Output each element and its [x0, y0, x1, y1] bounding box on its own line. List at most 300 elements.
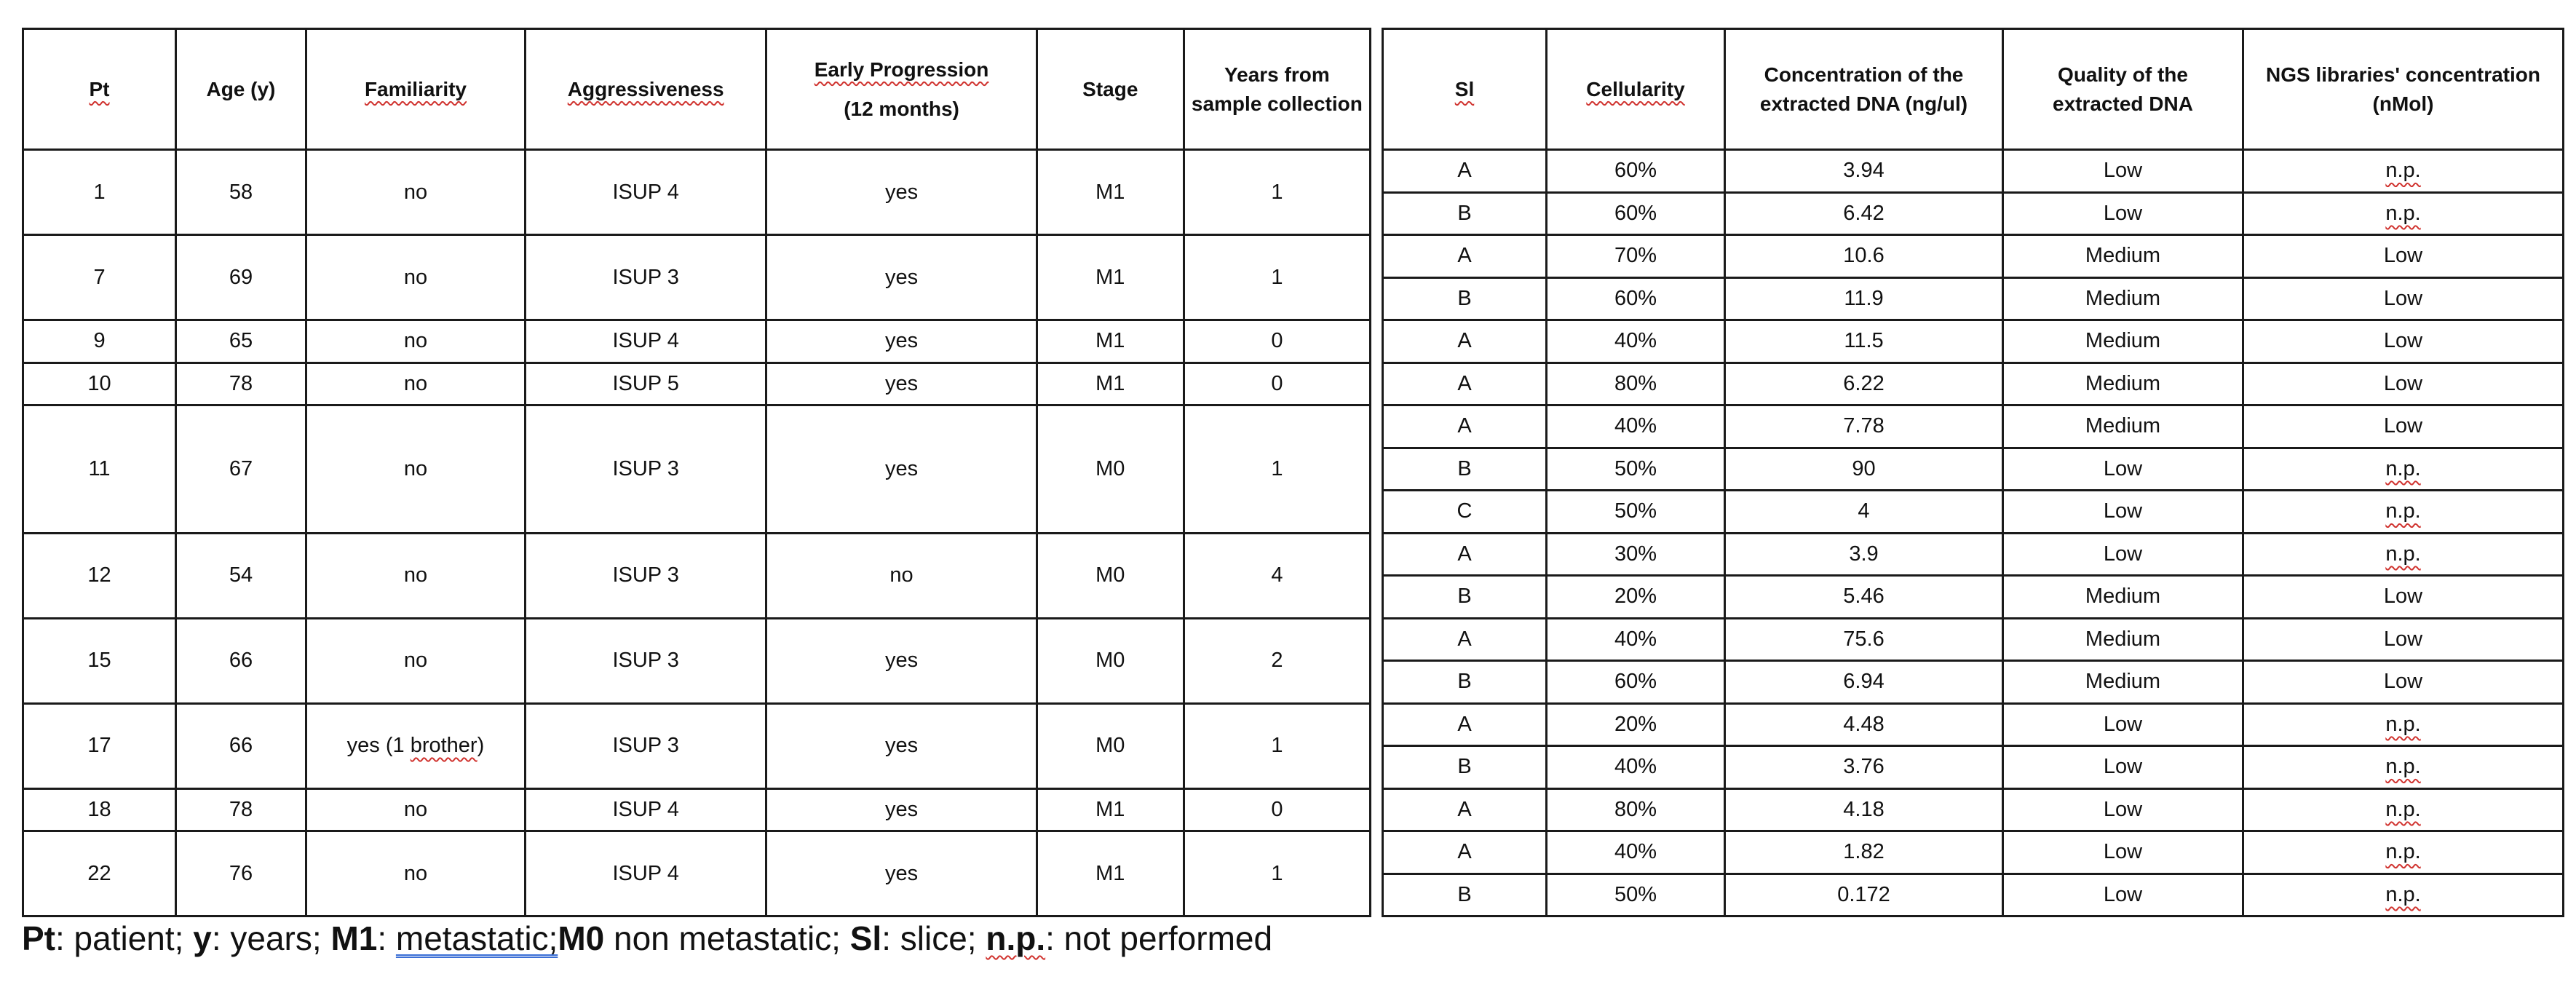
slice-row	[1383, 874, 2564, 916]
slice-cell-ngs	[2243, 448, 2564, 491]
patient-cell-stage	[1037, 235, 1184, 320]
slice-value-cellularity: 20%	[1614, 712, 1657, 736]
slice-cell-concentration	[1725, 491, 2003, 534]
patient-cell-years	[1184, 405, 1370, 534]
slice-cell-quality	[2003, 192, 2243, 235]
patient-row	[23, 618, 1371, 703]
header-early-line1: Early Progression	[814, 58, 989, 81]
slice-cell-ngs	[2243, 277, 2564, 320]
slice-cell-cellularity	[1547, 703, 1725, 746]
patient-value-years: 0	[1271, 371, 1283, 395]
slice-cell-concentration	[1725, 192, 2003, 235]
slice-value-sl: A	[1457, 712, 1472, 736]
slice-row	[1383, 788, 2564, 831]
slice-cell-ngs	[2243, 618, 2564, 661]
slice-cell-cellularity	[1547, 831, 1725, 874]
slice-row	[1383, 150, 2564, 193]
slice-cell-cellularity	[1547, 363, 1725, 405]
patient-value-years: 1	[1271, 456, 1283, 480]
header-sl: Sl	[1383, 29, 1547, 150]
patient-value-pt: 18	[87, 797, 111, 821]
patient-cell-age	[176, 618, 306, 703]
slice-row	[1383, 448, 2564, 491]
slice-cell-ngs	[2243, 874, 2564, 916]
slice-cell-quality	[2003, 448, 2243, 491]
table-legend	[22, 919, 1272, 958]
slice-row	[1383, 661, 2564, 704]
slice-value-quality: Low	[2103, 499, 2143, 523]
slice-cell-sl	[1383, 533, 1547, 576]
patient-cell-stage	[1037, 788, 1184, 831]
slice-value-ngs: Low	[2383, 670, 2423, 694]
slice-value-sl: B	[1457, 882, 1472, 906]
header-aggressiveness: Aggressiveness	[526, 29, 766, 150]
patient-value-age: 65	[229, 329, 253, 353]
slice-cell-sl	[1383, 235, 1547, 278]
patient-cell-age	[176, 405, 306, 534]
slice-cell-concentration	[1725, 150, 2003, 193]
slice-value-cellularity: 80%	[1614, 797, 1657, 821]
patient-value-stage: M1	[1095, 371, 1125, 395]
slice-value-cellularity: 70%	[1614, 244, 1657, 268]
patient-cell-early	[766, 831, 1037, 916]
slice-value-concentration: 5.46	[1843, 585, 1885, 609]
patient-cell-age	[176, 831, 306, 916]
slice-value-ngs: n.p.	[2385, 712, 2421, 736]
legend-m0-def: non metastatic;	[604, 919, 850, 957]
slice-value-quality: Medium	[2085, 244, 2161, 268]
slice-value-quality: Medium	[2085, 414, 2161, 438]
patient-cell-familiarity	[306, 618, 525, 703]
slice-cell-sl	[1383, 277, 1547, 320]
patient-cell-age	[176, 235, 306, 320]
patient-body	[23, 150, 1371, 916]
slice-cell-sl	[1383, 320, 1547, 363]
patient-value-age: 78	[229, 797, 253, 821]
slice-value-concentration: 6.22	[1843, 371, 1885, 395]
patient-value-aggressiveness: ISUP 4	[612, 861, 679, 885]
slice-value-concentration: 3.76	[1843, 755, 1885, 779]
slice-value-sl: A	[1457, 840, 1472, 864]
patient-cell-stage	[1037, 405, 1184, 534]
slice-cell-quality	[2003, 491, 2243, 534]
patient-cell-early	[766, 533, 1037, 618]
patient-value-pt: 9	[93, 329, 106, 353]
slice-cell-cellularity	[1547, 192, 1725, 235]
slice-cell-ngs	[2243, 150, 2564, 193]
slice-table	[1382, 28, 2564, 917]
slice-value-concentration: 10.6	[1843, 244, 1885, 268]
patient-value-stage: M0	[1095, 563, 1125, 587]
slice-value-quality: Medium	[2085, 627, 2161, 651]
slice-value-cellularity: 60%	[1614, 286, 1657, 310]
slice-cell-sl	[1383, 448, 1547, 491]
patient-cell-pt	[23, 831, 176, 916]
slice-cell-cellularity	[1547, 448, 1725, 491]
slice-value-sl: B	[1457, 286, 1472, 310]
slice-cell-sl	[1383, 150, 1547, 193]
patient-value-early: no	[889, 563, 914, 587]
patient-cell-age	[176, 788, 306, 831]
slice-cell-sl	[1383, 831, 1547, 874]
slice-value-cellularity: 50%	[1614, 456, 1657, 480]
patient-row	[23, 320, 1371, 363]
patient-header-row	[23, 29, 1371, 150]
slice-value-cellularity: 40%	[1614, 840, 1657, 864]
patient-cell-aggressiveness	[526, 363, 766, 405]
patient-value-pt: 12	[87, 563, 111, 587]
slice-value-cellularity: 80%	[1614, 371, 1657, 395]
patient-value-years: 0	[1271, 797, 1283, 821]
slice-value-sl: A	[1457, 244, 1472, 268]
slice-value-concentration: 4	[1858, 499, 1870, 523]
slice-value-concentration: 7.78	[1843, 414, 1885, 438]
slice-cell-concentration	[1725, 277, 2003, 320]
slice-cell-cellularity	[1547, 661, 1725, 704]
patient-cell-aggressiveness	[526, 235, 766, 320]
slice-cell-quality	[2003, 788, 2243, 831]
legend-m1-def: metastatic;	[395, 919, 558, 957]
patient-value-familiarity: no	[403, 797, 428, 821]
slice-header-row	[1383, 29, 2564, 150]
slice-row	[1383, 320, 2564, 363]
slice-cell-quality	[2003, 576, 2243, 619]
patient-cell-early	[766, 363, 1037, 405]
slice-value-quality: Medium	[2085, 286, 2161, 310]
slice-row	[1383, 277, 2564, 320]
slice-value-quality: Low	[2103, 840, 2143, 864]
patient-value-years: 2	[1271, 649, 1283, 672]
patient-cell-familiarity	[306, 405, 525, 534]
slice-cell-ngs	[2243, 831, 2564, 874]
patient-cell-years	[1184, 618, 1370, 703]
slice-value-ngs: Low	[2383, 371, 2423, 395]
patient-cell-aggressiveness	[526, 831, 766, 916]
slice-value-sl: B	[1457, 585, 1472, 609]
slice-row	[1383, 576, 2564, 619]
slice-cell-quality	[2003, 618, 2243, 661]
patient-value-early: yes	[884, 861, 919, 885]
legend-sl-def: : slice;	[881, 919, 986, 957]
slice-value-ngs: Low	[2383, 244, 2423, 268]
slice-value-sl: B	[1457, 456, 1472, 480]
slice-cell-sl	[1383, 618, 1547, 661]
patient-row	[23, 703, 1371, 788]
slice-cell-quality	[2003, 277, 2243, 320]
slice-cell-quality	[2003, 320, 2243, 363]
patient-cell-years	[1184, 235, 1370, 320]
slice-value-sl: A	[1457, 371, 1472, 395]
slice-cell-cellularity	[1547, 746, 1725, 789]
patient-value-pt: 1	[93, 180, 106, 204]
slice-value-cellularity: 40%	[1614, 414, 1657, 438]
legend-y-key: y	[193, 919, 212, 957]
slice-value-concentration: 4.48	[1843, 712, 1885, 736]
patient-value-age: 78	[229, 371, 253, 395]
patient-value-age: 69	[229, 265, 253, 289]
slice-cell-quality	[2003, 150, 2243, 193]
patient-value-years: 1	[1271, 861, 1283, 885]
patient-value-stage: M1	[1095, 861, 1125, 885]
slice-cell-quality	[2003, 874, 2243, 916]
patient-cell-years	[1184, 703, 1370, 788]
patient-cell-stage	[1037, 831, 1184, 916]
patient-cell-early	[766, 703, 1037, 788]
slice-body	[1383, 150, 2564, 916]
slice-cell-sl	[1383, 788, 1547, 831]
header-early-progression	[766, 29, 1037, 150]
slice-cell-cellularity	[1547, 150, 1725, 193]
patient-table	[22, 28, 1371, 917]
slice-value-quality: Low	[2103, 755, 2143, 779]
patient-value-aggressiveness: ISUP 5	[612, 371, 679, 395]
slice-cell-ngs	[2243, 788, 2564, 831]
patient-cell-pt	[23, 703, 176, 788]
slice-row	[1383, 831, 2564, 874]
patient-cell-aggressiveness	[526, 533, 766, 618]
patient-value-familiarity: no	[403, 371, 428, 395]
slice-value-cellularity: 30%	[1614, 542, 1657, 566]
slice-value-concentration: 6.42	[1843, 201, 1885, 225]
patient-cell-pt	[23, 533, 176, 618]
slice-value-ngs: Low	[2383, 585, 2423, 609]
slice-value-concentration: 1.82	[1843, 840, 1885, 864]
slice-cell-concentration	[1725, 618, 2003, 661]
header-age: Age (y)	[176, 29, 306, 150]
patient-value-early: yes	[884, 734, 919, 757]
slice-value-quality: Low	[2103, 159, 2143, 183]
legend-m1-sep: :	[377, 919, 396, 957]
header-cellularity: Cellularity	[1547, 29, 1725, 150]
patient-value-familiarity: no	[403, 861, 428, 885]
patient-cell-years	[1184, 788, 1370, 831]
slice-value-ngs: n.p.	[2385, 542, 2421, 566]
slice-cell-sl	[1383, 363, 1547, 405]
slice-value-sl: A	[1457, 542, 1472, 566]
patient-value-pt: 17	[87, 734, 111, 757]
slice-cell-quality	[2003, 235, 2243, 278]
patient-value-stage: M1	[1095, 180, 1125, 204]
patient-value-years: 1	[1271, 265, 1283, 289]
slice-value-ngs: n.p.	[2385, 159, 2421, 183]
patient-value-age: 58	[229, 180, 253, 204]
slice-row	[1383, 363, 2564, 405]
slice-cell-cellularity	[1547, 235, 1725, 278]
slice-row	[1383, 405, 2564, 448]
slice-cell-concentration	[1725, 448, 2003, 491]
legend-pt-key: Pt	[22, 919, 55, 957]
slice-value-quality: Medium	[2085, 371, 2161, 395]
slice-value-concentration: 0.172	[1837, 882, 1890, 906]
slice-cell-cellularity	[1547, 533, 1725, 576]
slice-cell-sl	[1383, 703, 1547, 746]
slice-value-concentration: 90	[1852, 456, 1876, 480]
slice-value-ngs: n.p.	[2385, 882, 2421, 906]
slice-value-ngs: n.p.	[2385, 797, 2421, 821]
patient-cell-familiarity	[306, 533, 525, 618]
slice-cell-sl	[1383, 576, 1547, 619]
slice-cell-ngs	[2243, 533, 2564, 576]
patient-value-aggressiveness: ISUP 4	[612, 797, 679, 821]
slice-value-quality: Low	[2103, 456, 2143, 480]
patient-cell-familiarity	[306, 703, 525, 788]
slice-value-sl: A	[1457, 627, 1472, 651]
slice-cell-ngs	[2243, 661, 2564, 704]
slice-value-cellularity: 50%	[1614, 499, 1657, 523]
patient-value-pt: 11	[88, 456, 111, 480]
slice-value-quality: Low	[2103, 542, 2143, 566]
slice-value-sl: B	[1457, 201, 1472, 225]
patient-cell-familiarity	[306, 831, 525, 916]
patient-cell-stage	[1037, 703, 1184, 788]
slice-value-sl: A	[1457, 329, 1472, 353]
patient-value-age: 66	[229, 734, 253, 757]
patient-cell-aggressiveness	[526, 788, 766, 831]
patient-value-age: 67	[229, 456, 253, 480]
patient-value-stage: M1	[1095, 329, 1125, 353]
patient-value-early: yes	[884, 456, 919, 480]
slice-cell-ngs	[2243, 363, 2564, 405]
patient-cell-aggressiveness	[526, 150, 766, 235]
patient-value-familiarity: yes (1 brother)	[346, 734, 485, 757]
patient-value-aggressiveness: ISUP 3	[612, 649, 679, 672]
patient-value-pt: 15	[87, 649, 111, 672]
patient-cell-aggressiveness	[526, 618, 766, 703]
patient-cell-age	[176, 363, 306, 405]
patient-value-pt: 7	[93, 265, 106, 289]
slice-value-quality: Low	[2103, 882, 2143, 906]
slice-cell-concentration	[1725, 788, 2003, 831]
slice-row	[1383, 703, 2564, 746]
slice-value-concentration: 3.9	[1849, 542, 1879, 566]
slice-cell-sl	[1383, 405, 1547, 448]
patient-cell-early	[766, 788, 1037, 831]
patient-cell-pt	[23, 235, 176, 320]
legend-m1-key: M1	[330, 919, 378, 957]
slice-value-ngs: n.p.	[2385, 499, 2421, 523]
patient-value-early: yes	[884, 180, 919, 204]
patient-value-aggressiveness: ISUP 4	[612, 180, 679, 204]
slice-cell-cellularity	[1547, 405, 1725, 448]
slice-cell-ngs	[2243, 320, 2564, 363]
patient-value-early: yes	[884, 649, 919, 672]
slice-value-concentration: 11.5	[1844, 329, 1884, 353]
slice-value-ngs: Low	[2383, 627, 2423, 651]
patient-value-years: 1	[1271, 734, 1283, 757]
slice-value-sl: A	[1457, 414, 1472, 438]
slice-value-cellularity: 50%	[1614, 882, 1657, 906]
slice-cell-cellularity	[1547, 576, 1725, 619]
patient-cell-years	[1184, 831, 1370, 916]
slice-cell-cellularity	[1547, 277, 1725, 320]
patient-value-familiarity: no	[403, 563, 428, 587]
patient-value-stage: M0	[1095, 456, 1125, 480]
slice-value-concentration: 4.18	[1843, 797, 1885, 821]
patient-cell-age	[176, 533, 306, 618]
patient-cell-stage	[1037, 618, 1184, 703]
slice-cell-sl	[1383, 661, 1547, 704]
patient-value-aggressiveness: ISUP 3	[612, 734, 679, 757]
patient-row	[23, 235, 1371, 320]
patient-value-years: 1	[1271, 180, 1283, 204]
patient-value-familiarity: no	[403, 456, 428, 480]
slice-value-concentration: 6.94	[1843, 670, 1885, 694]
slice-cell-concentration	[1725, 363, 2003, 405]
slice-value-sl: B	[1457, 755, 1472, 779]
slice-value-cellularity: 40%	[1614, 627, 1657, 651]
patient-cell-aggressiveness	[526, 703, 766, 788]
legend-np-def: : not performed	[1045, 919, 1273, 957]
patient-cell-early	[766, 235, 1037, 320]
slice-value-concentration: 11.9	[1844, 286, 1884, 310]
slice-cell-concentration	[1725, 405, 2003, 448]
patient-cell-early	[766, 618, 1037, 703]
legend-m0-key: M0	[558, 919, 605, 957]
slice-cell-ngs	[2243, 703, 2564, 746]
slice-cell-ngs	[2243, 192, 2564, 235]
slice-value-cellularity: 20%	[1614, 585, 1657, 609]
header-ngs: NGS libraries' concentration (nMol)	[2243, 29, 2564, 150]
patient-cell-pt	[23, 405, 176, 534]
slice-cell-concentration	[1725, 235, 2003, 278]
patient-value-stage: M1	[1095, 797, 1125, 821]
patient-value-years: 0	[1271, 329, 1283, 353]
patient-row	[23, 788, 1371, 831]
patient-cell-age	[176, 320, 306, 363]
legend-np-key: n.p.	[986, 919, 1046, 957]
slice-cell-concentration	[1725, 661, 2003, 704]
slice-cell-quality	[2003, 533, 2243, 576]
slice-value-concentration: 3.94	[1843, 159, 1885, 183]
patient-cell-stage	[1037, 150, 1184, 235]
slice-cell-concentration	[1725, 831, 2003, 874]
slice-cell-quality	[2003, 746, 2243, 789]
slice-cell-cellularity	[1547, 874, 1725, 916]
slice-value-cellularity: 40%	[1614, 755, 1657, 779]
legend-pt-def: : patient;	[55, 919, 194, 957]
patient-value-pt: 10	[87, 371, 111, 395]
slice-row	[1383, 533, 2564, 576]
slice-cell-quality	[2003, 831, 2243, 874]
slice-value-cellularity: 60%	[1614, 159, 1657, 183]
patient-value-early: yes	[884, 329, 919, 353]
slice-value-ngs: Low	[2383, 329, 2423, 353]
slice-value-quality: Medium	[2085, 329, 2161, 353]
slice-cell-ngs	[2243, 235, 2564, 278]
slice-value-cellularity: 60%	[1614, 201, 1657, 225]
patient-value-age: 66	[229, 649, 253, 672]
patient-cell-familiarity	[306, 320, 525, 363]
slice-value-quality: Medium	[2085, 670, 2161, 694]
patient-cell-pt	[23, 150, 176, 235]
header-years: Years from sample collection	[1184, 29, 1370, 150]
legend-sl-key: Sl	[849, 919, 882, 957]
slice-value-sl: A	[1457, 797, 1472, 821]
slice-value-sl: A	[1457, 159, 1472, 183]
slice-cell-quality	[2003, 363, 2243, 405]
patient-cell-years	[1184, 150, 1370, 235]
slice-cell-ngs	[2243, 746, 2564, 789]
patient-cell-age	[176, 703, 306, 788]
slice-value-concentration: 75.6	[1843, 627, 1885, 651]
slice-cell-concentration	[1725, 576, 2003, 619]
patient-row	[23, 363, 1371, 405]
header-familiarity: Familiarity	[306, 29, 525, 150]
slice-cell-sl	[1383, 491, 1547, 534]
patient-cell-familiarity	[306, 788, 525, 831]
slice-row	[1383, 235, 2564, 278]
patient-cell-familiarity	[306, 150, 525, 235]
